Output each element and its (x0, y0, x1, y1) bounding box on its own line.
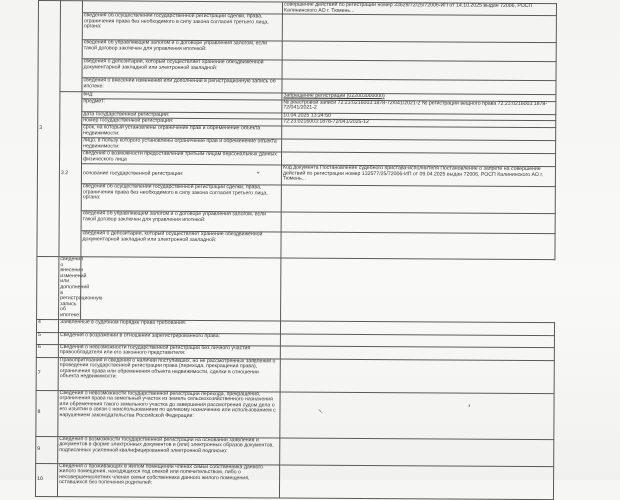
pen-mark: ˇ (256, 172, 261, 182)
row-value (281, 212, 555, 234)
table-row (38, 13, 556, 43)
section-number: 3 (37, 1, 61, 257)
row-value: № реестровой записи 72:23:0216003:1878-72/041/2021-2 № регистрации вещного права 72:23:0216003:1878-72/041/2021-2 (282, 100, 556, 115)
section-number: 7 (36, 357, 58, 390)
row-label: вид: (82, 92, 282, 100)
row-label: Сведения о возражении в отношении зарегистрированного права: (58, 332, 280, 345)
row-value (280, 391, 554, 439)
row-value (282, 41, 556, 62)
row-value (281, 232, 555, 260)
row-label: сведения о депозитарии, который осуществляет хранение обездвиженной документарной закладной или электронной закладной: (81, 231, 281, 258)
table-row (37, 183, 555, 213)
table-row (35, 463, 553, 499)
table-row (36, 390, 554, 439)
row-label: номер государственной регистрации: (82, 118, 282, 126)
row-label: Сведения о возможности государственной регистрации на основании заявления и документов в форме электронных документов и (или) электронных образов документов, подписанных усиленной квалифицированной электронной подписью: (58, 436, 280, 464)
row-value (281, 185, 555, 214)
row-value (81, 257, 281, 321)
row-label: Правопритязания и сведения о наличии поступивших, но не рассмотренных заявлений о проведении государственной регистрации права (перехода, прекращения права), ограничения права или обременения объекта недвижимости, сделки в отношении объекта недвижимости: (58, 357, 280, 391)
row-label: сведения об управляющем залогом и о договоре управления залогом, если такой договор заключен для управления ипотекой: (81, 211, 281, 232)
row-label: сведения об осуществлении государственной регистрации сделки, права, ограничения права без необходимого в силу закона согласия третьего лица, органа: (81, 184, 281, 212)
row-value: 10.04.2025 13:24:50 (282, 113, 556, 121)
section-number: 10 (35, 463, 57, 496)
section-number: 9 (36, 436, 58, 463)
row-label: основание государственной регистрации: (81, 164, 281, 185)
row-value: 72:23:0216003:1878-72/041/2025-12 (282, 119, 556, 127)
row-label: сведения об управляющем залогом и о договоре управления залогом, если такой договор заключен для управления ипотекой: (82, 40, 282, 60)
row-label: предмет: (82, 99, 282, 113)
row-label: лицо, в пользу которого установлены ограничение прав и обременение объекта недвижимости: (82, 138, 282, 152)
row-label: сведения о внесении изменений или дополнений в регистрационную запись об ипотеке: (60, 256, 103, 319)
section-number: 8 (36, 390, 58, 436)
section-number: 5 (36, 332, 58, 344)
section-number: 4 (36, 319, 58, 332)
row-label: Сведения о невозможности государственной регистрации без личного участия правообладателя или его законного представителя: (58, 344, 280, 358)
table-row (36, 357, 554, 393)
row-value: совершение действий по регистрации номер 33629/72/25/72006-ИП от 14.10.2025 выдан 72006, РОСП Калининского АО г. Тюмень... (282, 2, 556, 16)
subsection-number: 3.2 (59, 92, 82, 257)
pen-mark: ' (468, 404, 471, 414)
row-label: Сведения о невозможности государственной регистрации перехода, прекращения, ограничения права на земельный участок из земель сельскохозяйственного назначения или обременения такого земельного участка до завершения рассмотрения судом дела о его изъятии в связи с неиспользованием по целевому назначению или использованием с нарушением законодательства Российской Федерации: (58, 390, 280, 437)
row-value: Запрещение регистрации (022003000000) (282, 93, 556, 101)
table-row (37, 256, 555, 322)
section-number: 6 (36, 344, 58, 357)
subsection-number (60, 1, 83, 92)
row-value (280, 358, 554, 393)
pen-mark: ⸜ (318, 405, 323, 415)
row-label: сведения о возможности предоставления третьим лицам персональных данных физического лица (82, 151, 282, 165)
registry-table (35, 0, 557, 500)
table-row (37, 230, 555, 259)
row-value (280, 437, 554, 466)
row-label: сведения о внесении изменений или дополнений в регистрационную запись об ипотеке: (82, 78, 282, 93)
row-label: дата государственной регистрации: (82, 112, 282, 120)
row-label: срок, на который установлены ограничение прав и обременение объекта недвижимости: (82, 125, 282, 139)
table-row (36, 436, 554, 466)
row-label: сведения о депозитарии, который осуществляет хранение обездвиженной документарной закладной или электронной закладной: (82, 59, 282, 79)
row-label: Заявленные в судебном порядке права требования: (58, 319, 280, 333)
row-value (282, 14, 556, 43)
row-label: сведения об осуществлении государственной регистрации сделки, права, ограничения права без необходимого в силу закона согласия третьего лица, органа: (82, 13, 282, 41)
row-label: Сведения о проживающих в жилом помещении членах семьи собственника данного жилого помещения, находящихся под опекой или попечительством, либо о несовершеннолетних членах семьи собственника данного жилого помещения, оставшихся без попечения родителей: (57, 463, 279, 497)
row-value (282, 60, 556, 81)
row-value (279, 464, 553, 499)
row-value: Код документа Постановление судебного пристава-исполнителя Постановление о запрете на совершение действий по регистрации номер 132577/25/72006-ИП от 09.04.2025 выдан 72006, РОСП Калининского АО г. Тюмень... (281, 165, 555, 187)
